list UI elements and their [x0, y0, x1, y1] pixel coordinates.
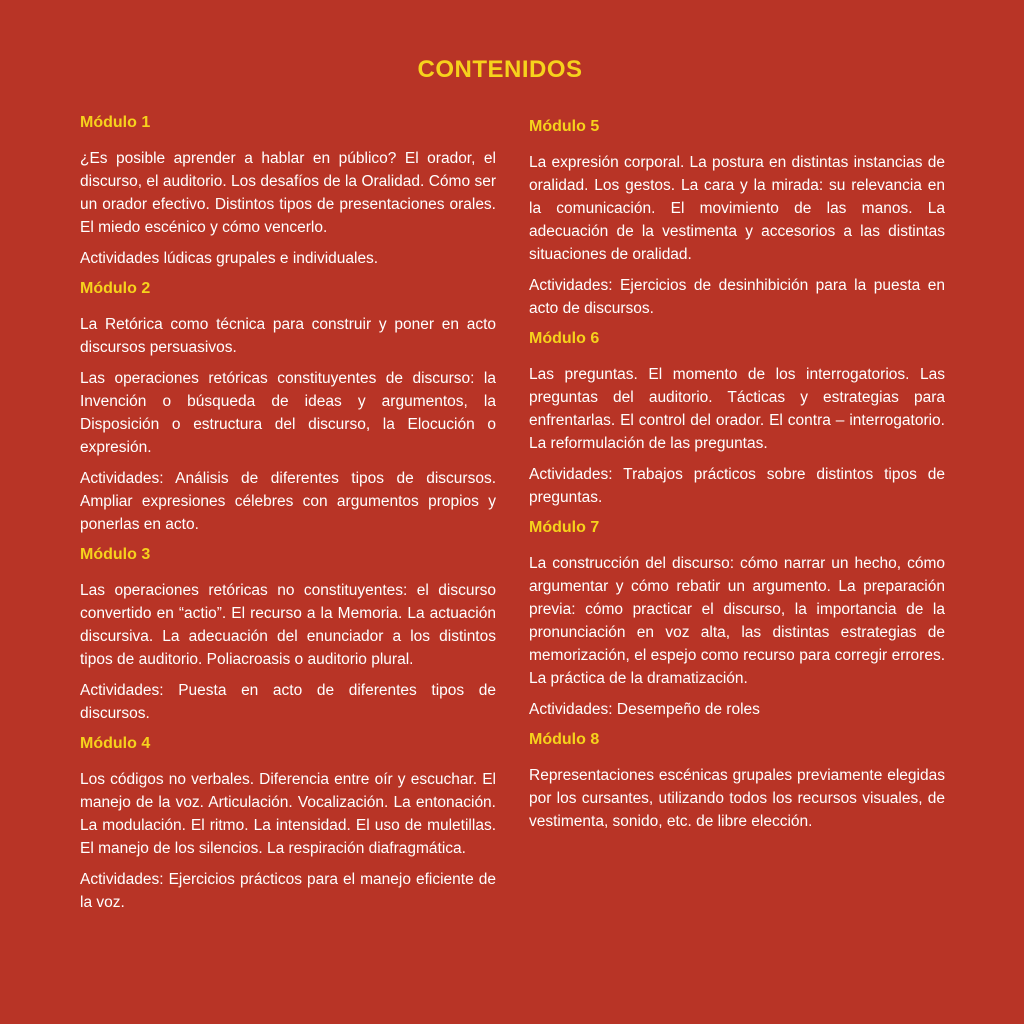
module-title: Módulo 3 — [80, 546, 151, 563]
module-title: Módulo 4 — [80, 735, 151, 752]
module-title: Módulo 5 — [529, 118, 600, 135]
module-activities: Actividades: Trabajos prácticos sobre distintos tipos de preguntas. — [529, 466, 945, 506]
module-paragraph: Las operaciones retóricas constituyentes de discurso: la Invención o búsqueda de ideas y argumentos, la Disposición o estructura del discurso, la Elocución o expresión. — [80, 370, 496, 456]
module-paragraph: Los códigos no verbales. Diferencia entre oír y escuchar. El manejo de la voz. Articulación. Vocalización. La entonación. La modulación. El ritmo. La intensidad. El uso de muletillas. El manejo de los silencios. La respiración diafragmática. — [80, 771, 496, 857]
module-activities: Actividades lúdicas grupales e individuales. — [80, 250, 379, 267]
module-6 — [529, 328, 945, 509]
module-paragraph: Las preguntas. El momento de los interrogatorios. Las preguntas del auditorio. Tácticas y estrategias para enfrentarlas. El control del orador. El contra – interrogatorio. La reformulación de las preguntas. — [529, 366, 945, 452]
module-activities: Actividades: Puesta en acto de diferentes tipos de discursos. — [80, 682, 496, 722]
module-title: Módulo 8 — [529, 731, 600, 748]
module-paragraph: La Retórica como técnica para construir y poner en acto discursos persuasivos. — [80, 316, 496, 356]
module-2 — [80, 278, 496, 536]
right-column — [529, 116, 945, 841]
module-1 — [80, 112, 496, 270]
module-5 — [529, 116, 945, 320]
module-8 — [529, 729, 945, 833]
left-column — [80, 112, 496, 922]
module-activities: Actividades: Desempeño de roles — [529, 701, 760, 718]
page-title: CONTENIDOS — [417, 56, 583, 83]
module-title: Módulo 6 — [529, 330, 600, 347]
module-paragraph: La construcción del discurso: cómo narrar un hecho, cómo argumentar y cómo rebatir un argumento. La preparación previa: cómo practicar el discurso, la importancia de la pronunciación en voz alta, las distintas estrategias de memorización, el espejo como recurso para corregir errores. La práctica de la dramatización. — [529, 555, 945, 687]
module-activities: Actividades: Análisis de diferentes tipos de discursos. Ampliar expresiones célebres con argumentos propios y ponerlas en acto. — [80, 470, 496, 533]
module-activities: Actividades: Ejercicios de desinhibición para la puesta en acto de discursos. — [529, 277, 945, 317]
module-3 — [80, 544, 496, 725]
module-paragraph: Representaciones escénicas grupales previamente elegidas por los cursantes, utilizando todos los recursos visuales, de vestimenta, sonido, etc. de libre elección. — [529, 767, 945, 830]
module-activities: Actividades: Ejercicios prácticos para el manejo eficiente de la voz. — [80, 871, 496, 911]
module-paragraph: La expresión corporal. La postura en distintas instancias de oralidad. Los gestos. La cara y la mirada: su relevancia en la comunicación. El movimiento de las manos. La adecuación de la vestimenta y accesorios a las distintas situaciones de oralidad. — [529, 154, 945, 263]
module-7 — [529, 517, 945, 721]
module-title: Módulo 1 — [80, 114, 151, 131]
module-paragraph: Las operaciones retóricas no constituyentes: el discurso convertido en “actio”. El recurso a la Memoria. La actuación discursiva. La adecuación del enunciador a los distintos tipos de auditorio. Poliacroasis o auditorio plural. — [80, 582, 496, 668]
module-title: Módulo 2 — [80, 280, 151, 297]
module-paragraph: ¿Es posible aprender a hablar en público? El orador, el discurso, el auditorio. Los desafíos de la Oralidad. Cómo ser un orador efectivo. Distintos tipos de presentaciones orales. El miedo escénico y cómo vencerlo. — [80, 150, 496, 236]
module-title: Módulo 7 — [529, 519, 600, 536]
module-4 — [80, 733, 496, 914]
